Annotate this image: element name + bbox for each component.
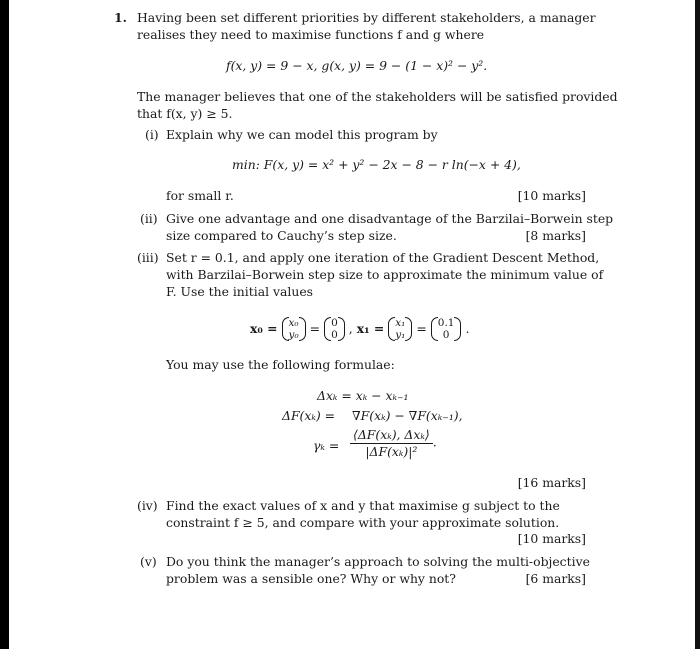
part-iv-line-1: Find the exact values of x and y that maximise g subject to the [166, 498, 560, 513]
part-ii-label: (ii) [140, 211, 158, 226]
formula-delta-x: Δxₖ = xₖ − xₖ₋₁ [317, 388, 409, 403]
left-page-edge [0, 0, 9, 649]
x0-symbol-vector: x₀ y₀ [282, 317, 306, 341]
part-i-text: Explain why we can model this program by [166, 127, 438, 142]
x0-value-vector: 0 0 [324, 317, 345, 341]
formula-delta-f-lhs: ΔF(xₖ) = [282, 408, 336, 423]
x0-label: x₀ = [250, 321, 278, 337]
functions-equation: f(x, y) = 9 − x, g(x, y) = 9 − (1 − x)² − y². [226, 58, 488, 73]
part-iv-marks: [10 marks] [517, 531, 586, 546]
part-ii-marks: [8 marks] [525, 228, 586, 243]
part-i-label: (i) [145, 127, 159, 142]
part-iv-line-2: constraint f ≥ 5, and compare with your approximate solution. [166, 515, 560, 530]
part-iii-line-2: with Barzilai–Borwein step size to approximate the minimum value of [166, 267, 604, 282]
part-v-line-2: problem was a sensible one? Why or why not? [166, 571, 456, 586]
intro-line-2: realises they need to maximise functions f and g where [137, 27, 485, 42]
part-ii-line-1: Give one advantage and one disadvantage of the Barzilai–Borwein step [166, 211, 614, 226]
x1-symbol-vector: x₁ y₁ [388, 317, 412, 341]
intro-line-1: Having been set different priorities by different stakeholders, a manager [137, 10, 596, 25]
formulae-intro: You may use the following formulae: [166, 357, 395, 372]
formula-gamma-lhs: γₖ = [313, 438, 340, 453]
part-iii-label: (iii) [137, 250, 159, 265]
right-page-edge [695, 0, 700, 649]
question-number: 1. [114, 10, 127, 25]
formula-gamma-fraction: $\frac{\text{⟨ΔF(xₖ), Δxₖ⟩}}{\text{|ΔF(xₖ)|²}}$ . [350, 427, 437, 459]
x1-value-vector: 0.1 0 [431, 317, 462, 341]
part-v-line-1: Do you think the manager’s approach to solving the multi-objective [166, 554, 590, 569]
initial-values: x₀ = x₀ y₀ = 0 0 , x₁ = x₁ y₁ = 0.1 0 . [250, 316, 470, 341]
part-i-note: for small r. [166, 188, 234, 203]
part-ii-line-2: size compared to Cauchy’s step size. [166, 228, 397, 243]
gamma-numerator: ⟨ΔF(xₖ), Δxₖ⟩ [350, 427, 433, 444]
part-iii-marks: [16 marks] [517, 475, 586, 490]
part-i-marks: [10 marks] [517, 188, 586, 203]
belief-line-2: that f(x, y) ≥ 5. [137, 106, 233, 121]
part-iv-label: (iv) [137, 498, 158, 513]
x1-label: x₁ = [356, 321, 385, 337]
formula-delta-f-rhs: ∇F(xₖ) − ∇F(xₖ₋₁), [352, 408, 463, 423]
part-v-marks: [6 marks] [525, 571, 586, 586]
part-i-equation: min: F(x, y) = x² + y² − 2x − 8 − r ln(−x + 4), [232, 157, 521, 172]
gamma-denominator: |ΔF(xₖ)|² [365, 443, 418, 459]
part-iii-line-3: F. Use the initial values [166, 284, 314, 299]
part-iii-line-1: Set r = 0.1, and apply one iteration of the Gradient Descent Method, [166, 250, 600, 265]
part-v-label: (v) [140, 554, 157, 569]
belief-line-1: The manager believes that one of the stakeholders will be satisfied provided [137, 89, 618, 104]
